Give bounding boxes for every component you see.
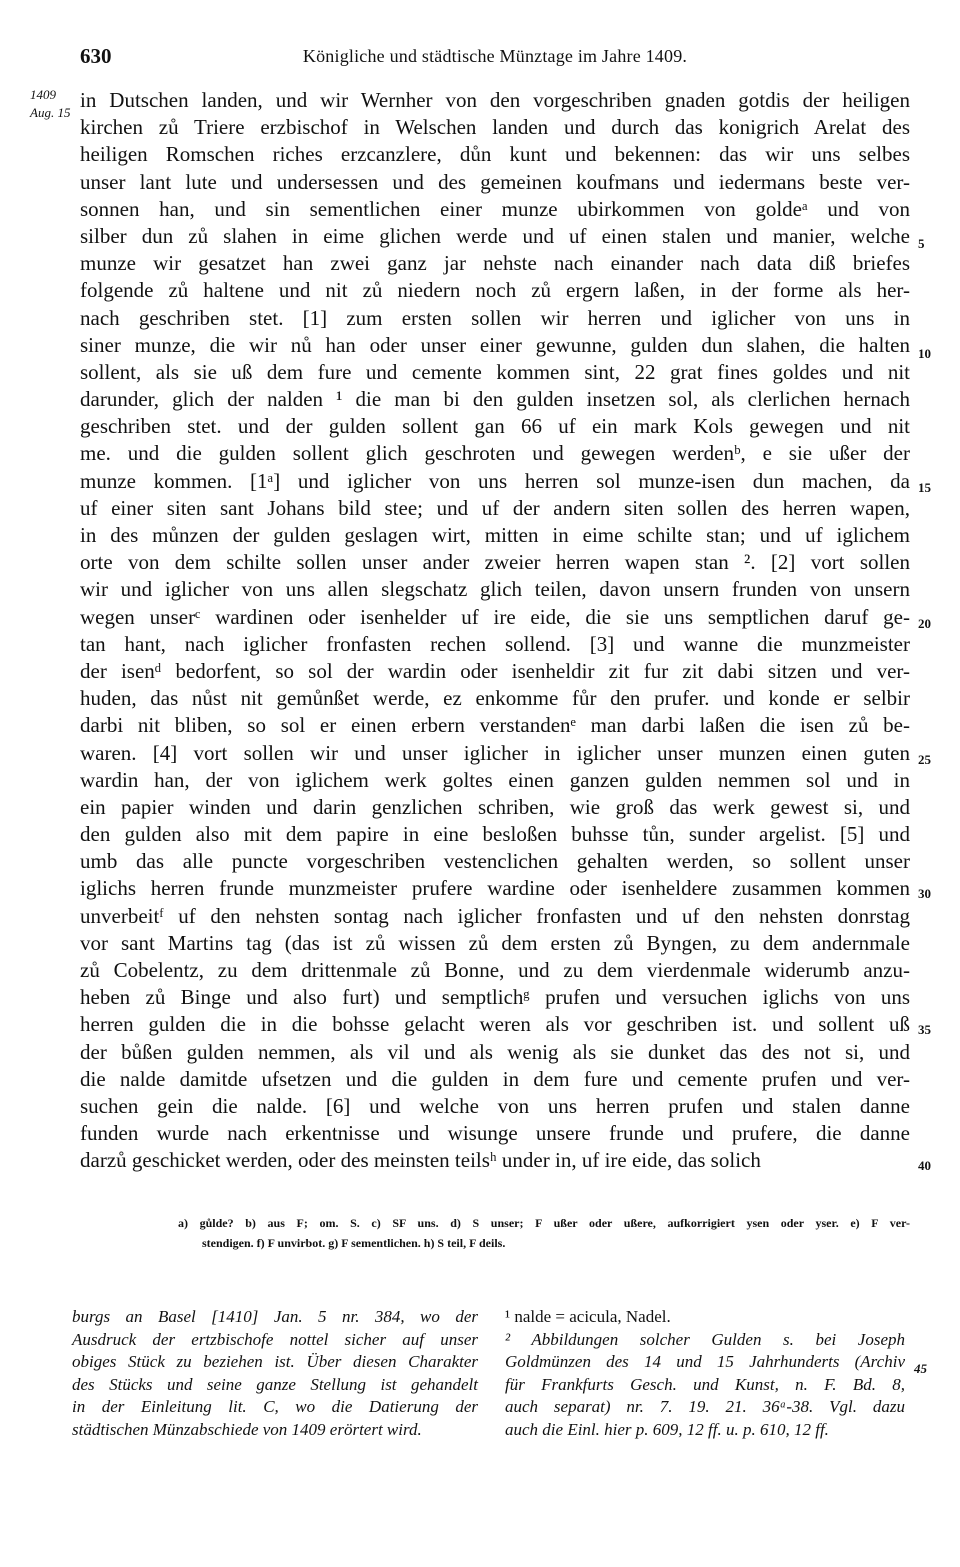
text-line: heben zů Binge und also furt) und semptlichᵍ prufen und versuchen iglichs von uns bbox=[80, 985, 910, 1010]
text-line: munze kommen. [1ᵃ] und iglicher von uns herren sol munze-isen dun machen, da bbox=[80, 468, 910, 493]
text-line: uf einer siten sant Johans bild stee; und uf der andern siten sollen des herren wapen, bbox=[80, 495, 910, 520]
text-line: unser lant lute und undersessen und des gemeinen koufmans und iedermans beste ver- bbox=[80, 169, 910, 194]
text-line: in Dutschen landen, und wir Wernher von den vorgeschriben gnaden gotdis der heiligen bbox=[80, 88, 910, 112]
text-line: ein papier winden und darin genzlichen schriben, wie groß das werk gewest si, und bbox=[80, 794, 910, 819]
main-text bbox=[80, 87, 910, 1175]
line-number: 40 bbox=[918, 1158, 931, 1173]
commentary-line: obiges Stück zu beziehen ist. Über diesen Charakter bbox=[72, 1352, 478, 1372]
text-line: waren. [4] vort sollen wir und unser iglicher in iglicher unser munzen einen guten bbox=[80, 740, 910, 765]
text-line: die nalde damitde ufsetzen und die gulden in dem fure und cemente prufen und ver- bbox=[80, 1066, 910, 1091]
line-number: 15 bbox=[918, 480, 931, 495]
line-number: 25 bbox=[918, 752, 931, 767]
text-line: der isenᵈ bedorfent, so sol der wardin oder isenheldir zit fur zit dabi sitzen und ver- bbox=[80, 658, 910, 683]
note-line: ¹ nalde = acicula, Nadel. bbox=[505, 1307, 671, 1326]
text-line: in des můnzen der gulden geslagen wirt, mitten in eime schilte stan; und uf iglichem bbox=[80, 523, 910, 547]
commentary-line: burgs an Basel [1410] Jan. 5 nr. 384, wo der bbox=[72, 1307, 478, 1326]
margin-year: 1409 bbox=[30, 87, 56, 102]
note-line: auch die Einl. hier p. 609, 12 ff. u. p. 610, 12 ff. bbox=[505, 1419, 829, 1439]
line-number: 20 bbox=[918, 616, 931, 631]
text-line: heiligen Romschen riches erzcanzlere, důn kunt und bekennen: das wir uns selbes bbox=[80, 142, 910, 167]
text-line: sonnen han, und sin sementlichen einer munze ubirkommen von goldeᵃ und von bbox=[80, 196, 910, 221]
commentary-line: in der Einleitung lit. C, wo die Datierung der bbox=[72, 1397, 478, 1417]
text-line: den gulden also mit dem papire in eine besloßen buhsse tůn, sunder argelist. [5] und bbox=[80, 822, 910, 847]
text-line: nach geschriben stet. [1] zum ersten sollen wir herren und iglicher von uns in bbox=[80, 305, 910, 330]
text-line: siner munze, die wir nů han oder unser einer gewunne, gulden dun slahen, die halten bbox=[80, 332, 910, 357]
line-number: 10 bbox=[918, 346, 931, 361]
note-line: auch separat) nr. 7. 19. 21. 36ᵃ-38. Vgl. dazu bbox=[505, 1397, 905, 1417]
text-line: umb das alle puncte vorgeschriben vestenclichen gehalten werden, so sollent unser bbox=[80, 849, 910, 874]
text-line: orte von dem schilte sollen unser ander zweier herren wapen stan ². [2] vort sollen bbox=[80, 550, 910, 575]
text-line: iglichs herren frunde munzmeister prufere wardine oder isenheldere zusammen kommen bbox=[80, 876, 910, 901]
running-title: Königliche und städtische Münztage im Jahre 1409. bbox=[302, 46, 688, 66]
text-line: wardin han, der von iglichem werk goltes einen ganzen gulden nemmen sol und in bbox=[80, 767, 910, 792]
text-line: huden, das nůst nit gemůnßet werde, ez enkomme fůr den prufer. und konde er selbir bbox=[80, 686, 910, 711]
note-line: für Frankfurts Gesch. und Kunst, n. F. Bd. 8, bbox=[505, 1374, 905, 1394]
line-number: 30 bbox=[918, 886, 931, 901]
commentary-line: städtischen Münzabschiede von 1409 erörtert wird. bbox=[72, 1419, 422, 1439]
note-line: Goldmünzen des 14 und 15 Jahrhunderts (Archiv bbox=[505, 1352, 905, 1372]
text-line: funden wurde nach erkentnisse und wisunge unsere frunde und prufere, die danne bbox=[80, 1121, 910, 1146]
text-line: me. und die gulden sollent glich geschroten und gewegen werdenᵇ, e sie ußer der bbox=[80, 441, 910, 466]
text-line: sollent, als sie uß dem fure und cemente kommen sint, 22 grat fines goldes und nit bbox=[80, 359, 910, 384]
running-header bbox=[80, 44, 910, 74]
page-number: 630 bbox=[80, 44, 112, 68]
text-line: kirchen zů Triere erzbischof in Welschen landen und durch das konigrich Arelat des bbox=[80, 115, 910, 140]
text-line: herren gulden die in die bohsse gelacht weren als vor geschriben ist. und sollent uß bbox=[80, 1012, 910, 1037]
commentary-line: des Stücks und seine ganze Stellung ist gehandelt bbox=[72, 1374, 478, 1394]
text-line: wir und iglicher von uns allen slegschatz glich teilen, davon unsern frunden von unsern bbox=[80, 577, 910, 602]
text-line: folgende zů haltene und nit zů niedern noch zů ergern laßen, in der forme als her- bbox=[80, 278, 910, 303]
text-line: silber dun zů slahen in eime glichen werde und uf einen stalen und manier, welche bbox=[80, 223, 910, 248]
text-line: wegen unserᶜ wardinen oder isenhelder uf ire eide, die sie uns semptlichen daruf ge- bbox=[80, 604, 910, 629]
text-line: tan hant, nach iglicher fronfasten rechen sollend. [3] und wanne die munzmeister bbox=[80, 631, 910, 656]
commentary-line: Ausdruck der ertzbischofe nottel sicher auf unser bbox=[72, 1329, 478, 1349]
apparatus-line: stendigen. f) F unvirbot. g) F sementlichen. h) S teil, F deils. bbox=[202, 1236, 506, 1250]
text-line: darunder, glich der nalden ¹ die man bi den gulden insetzen sol, als clerlichen hernach bbox=[80, 387, 910, 412]
text-line: munze wir gesatzet han zwei ganz jar nehste nach einander nach data diß briefes bbox=[80, 251, 910, 276]
line-number: 45 bbox=[914, 1361, 927, 1376]
margin-date: Aug. 15 bbox=[30, 105, 71, 120]
text-line: der bůßen gulden nemmen, als vil und als wenig als sie dunket das des not si, und bbox=[80, 1039, 910, 1064]
explanatory-notes bbox=[505, 1306, 905, 1442]
line-number: 5 bbox=[918, 236, 925, 251]
commentary-column bbox=[72, 1306, 478, 1442]
text-line: zů Cobelentz, zu dem drittenmale zů Bonne, und zu dem vierdenmale widerumb anzu- bbox=[80, 958, 910, 982]
note-line: ² Abbildungen solcher Gulden s. bei Joseph bbox=[505, 1329, 905, 1349]
text-line: suchen gein die nalde. [6] und welche von uns herren prufen und stalen danne bbox=[80, 1093, 910, 1118]
text-line: vor sant Martins tag (das ist zů wissen zů dem ersten zů Byngen, zu dem andernmale bbox=[80, 930, 910, 955]
apparatus-line: a) gůlde? b) aus F; om. S. c) SF uns. d) S unser; F ußer oder ußere, aufkorrigiert ysen oder yser. e) F ver- bbox=[178, 1216, 910, 1230]
text-line: unverbeitᶠ uf den nehsten sontag nach iglicher fronfasten und uf den nehsten donrstag bbox=[80, 903, 910, 928]
line-number: 35 bbox=[918, 1022, 931, 1037]
text-line: geschriben stet. und der gulden sollent gan 66 uf ein mark Kols gewegen und nit bbox=[80, 414, 910, 439]
text-line: darbi nit bliben, so sol er einen erbern verstandenᵉ man darbi laßen die isen zů be- bbox=[80, 713, 910, 738]
textual-apparatus bbox=[178, 1213, 910, 1253]
text-line: darzů geschicket werden, oder des meinsten teilsʰ under in, uf ire eide, das solich bbox=[80, 1148, 761, 1173]
